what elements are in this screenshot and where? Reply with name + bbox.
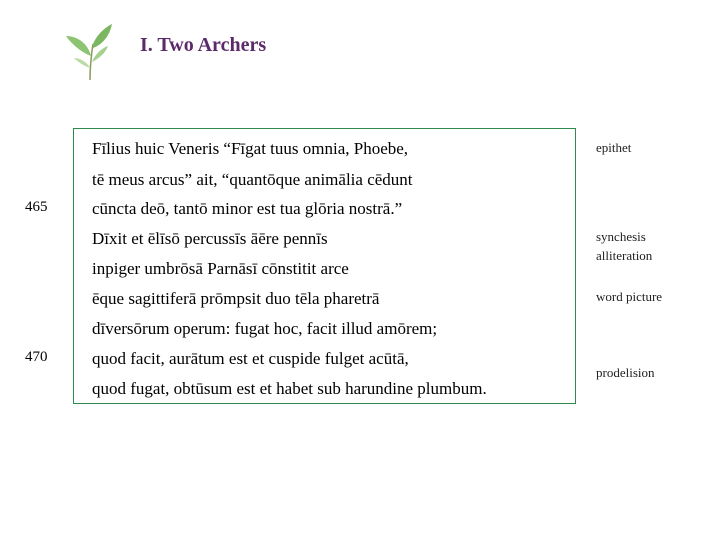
note-synchesis: synchesis [596,229,646,244]
poem-line: Dīxit et ēlīsō percussīs āēre pennīs [92,229,328,248]
poem-line: tē meus arcus” ait, “quantōque animālia cēdunt [92,170,413,189]
line-number: 470 [25,349,48,365]
note-epithet: epithet [596,140,632,155]
poem-line: Fīlius huic Veneris “Fīgat tuus omnia, Phoebe, [92,139,409,158]
page-title: I. Two Archers [140,34,267,56]
poem-line: cūncta deō, tantō minor est tua glōria nostrā.” [92,199,403,218]
poem-line: dīversōrum operum: fugat hoc, facit illud amōrem; [92,319,438,338]
note-prodelision: prodelision [596,365,655,380]
poem-line: ēque sagittiferā prōmpsit duo tēla pharetrā [92,289,380,308]
note-word-picture: word picture [596,289,663,304]
note-alliteration: alliteration [596,248,653,263]
poem-line: quod facit, aurātum est et cuspide fulget acūtā, [92,349,409,368]
poem-line: inpiger umbrōsā Parnāsī cōnstitit arce [92,259,349,278]
poem-line: quod fugat, obtūsum est et habet sub harundine plumbum. [92,379,487,398]
green-leaf-sprig-icon [60,22,120,82]
line-number: 465 [25,199,48,215]
